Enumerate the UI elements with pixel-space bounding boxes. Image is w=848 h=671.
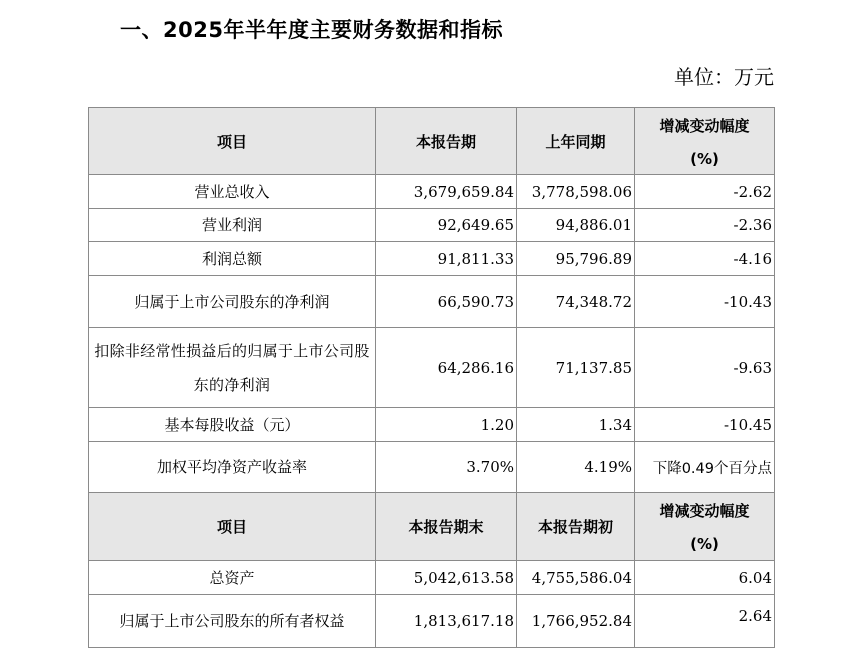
prior-value: 4.19% [517, 442, 635, 493]
period-start-value: 1,766,952.84 [517, 595, 635, 648]
change-value: 2.64 [635, 595, 775, 648]
header-change [635, 108, 775, 175]
prior-value: 74,348.72 [517, 276, 635, 328]
table-row [89, 242, 775, 276]
header-current-period: 本报告期 [376, 108, 517, 175]
section-title: 一、2025年半年度主要财务数据和指标 [120, 18, 503, 42]
current-value: 66,590.73 [376, 276, 517, 328]
current-value: 1.20 [376, 408, 517, 442]
change-value: -2.62 [635, 175, 775, 209]
table-row [89, 276, 775, 328]
row-label: 营业总收入 [89, 175, 376, 209]
change-value: -9.63 [635, 328, 775, 408]
header-period-start: 本报告期初 [517, 493, 635, 561]
table-row [89, 561, 775, 595]
row-label: 归属于上市公司股东的净利润 [89, 276, 376, 328]
prior-value: 1.34 [517, 408, 635, 442]
change-value: -2.36 [635, 209, 775, 242]
current-value: 64,286.16 [376, 328, 517, 408]
header-period-end: 本报告期末 [376, 493, 517, 561]
change-value: 6.04 [635, 561, 775, 595]
row-label: 营业利润 [89, 209, 376, 242]
table-row [89, 595, 775, 648]
header-change-label: 增减变动幅度 [659, 502, 750, 520]
period-end-value: 1,813,617.18 [376, 595, 517, 648]
header-item: 项目 [89, 108, 376, 175]
prior-value: 94,886.01 [517, 209, 635, 242]
row-label: 扣除非经常性损益后的归属于上市公司股东的净利润 [89, 328, 376, 408]
change-value: 下降0.49个百分点 [635, 442, 775, 493]
current-value: 91,811.33 [376, 242, 517, 276]
change-value: -10.45 [635, 408, 775, 442]
row-label: 加权平均净资产收益率 [89, 442, 376, 493]
table-row [89, 442, 775, 493]
unit-label: 单位：万元 [674, 65, 774, 89]
change-value: -10.43 [635, 276, 775, 328]
table-row [89, 209, 775, 242]
table-row [89, 328, 775, 408]
header-prior-period: 上年同期 [517, 108, 635, 175]
period-end-value: 5,042,613.58 [376, 561, 517, 595]
financial-data-table [88, 107, 775, 648]
row-label: 总资产 [89, 561, 376, 595]
period-start-value: 4,755,586.04 [517, 561, 635, 595]
prior-value: 3,778,598.06 [517, 175, 635, 209]
row-label: 基本每股收益（元） [89, 408, 376, 442]
table2-header-row [89, 493, 775, 561]
table-row [89, 408, 775, 442]
table1-header-row [89, 108, 775, 175]
row-label: 归属于上市公司股东的所有者权益 [89, 595, 376, 648]
header-change-unit: (%) [690, 149, 719, 168]
change-value: -4.16 [635, 242, 775, 276]
header-item: 项目 [89, 493, 376, 561]
header-change [635, 493, 775, 561]
row-label: 利润总额 [89, 242, 376, 276]
header-change-unit: (%) [690, 535, 719, 553]
header-change-label: 增减变动幅度 [659, 116, 750, 135]
prior-value: 71,137.85 [517, 328, 635, 408]
current-value: 92,649.65 [376, 209, 517, 242]
prior-value: 95,796.89 [517, 242, 635, 276]
current-value: 3,679,659.84 [376, 175, 517, 209]
current-value: 3.70% [376, 442, 517, 493]
table-row [89, 175, 775, 209]
